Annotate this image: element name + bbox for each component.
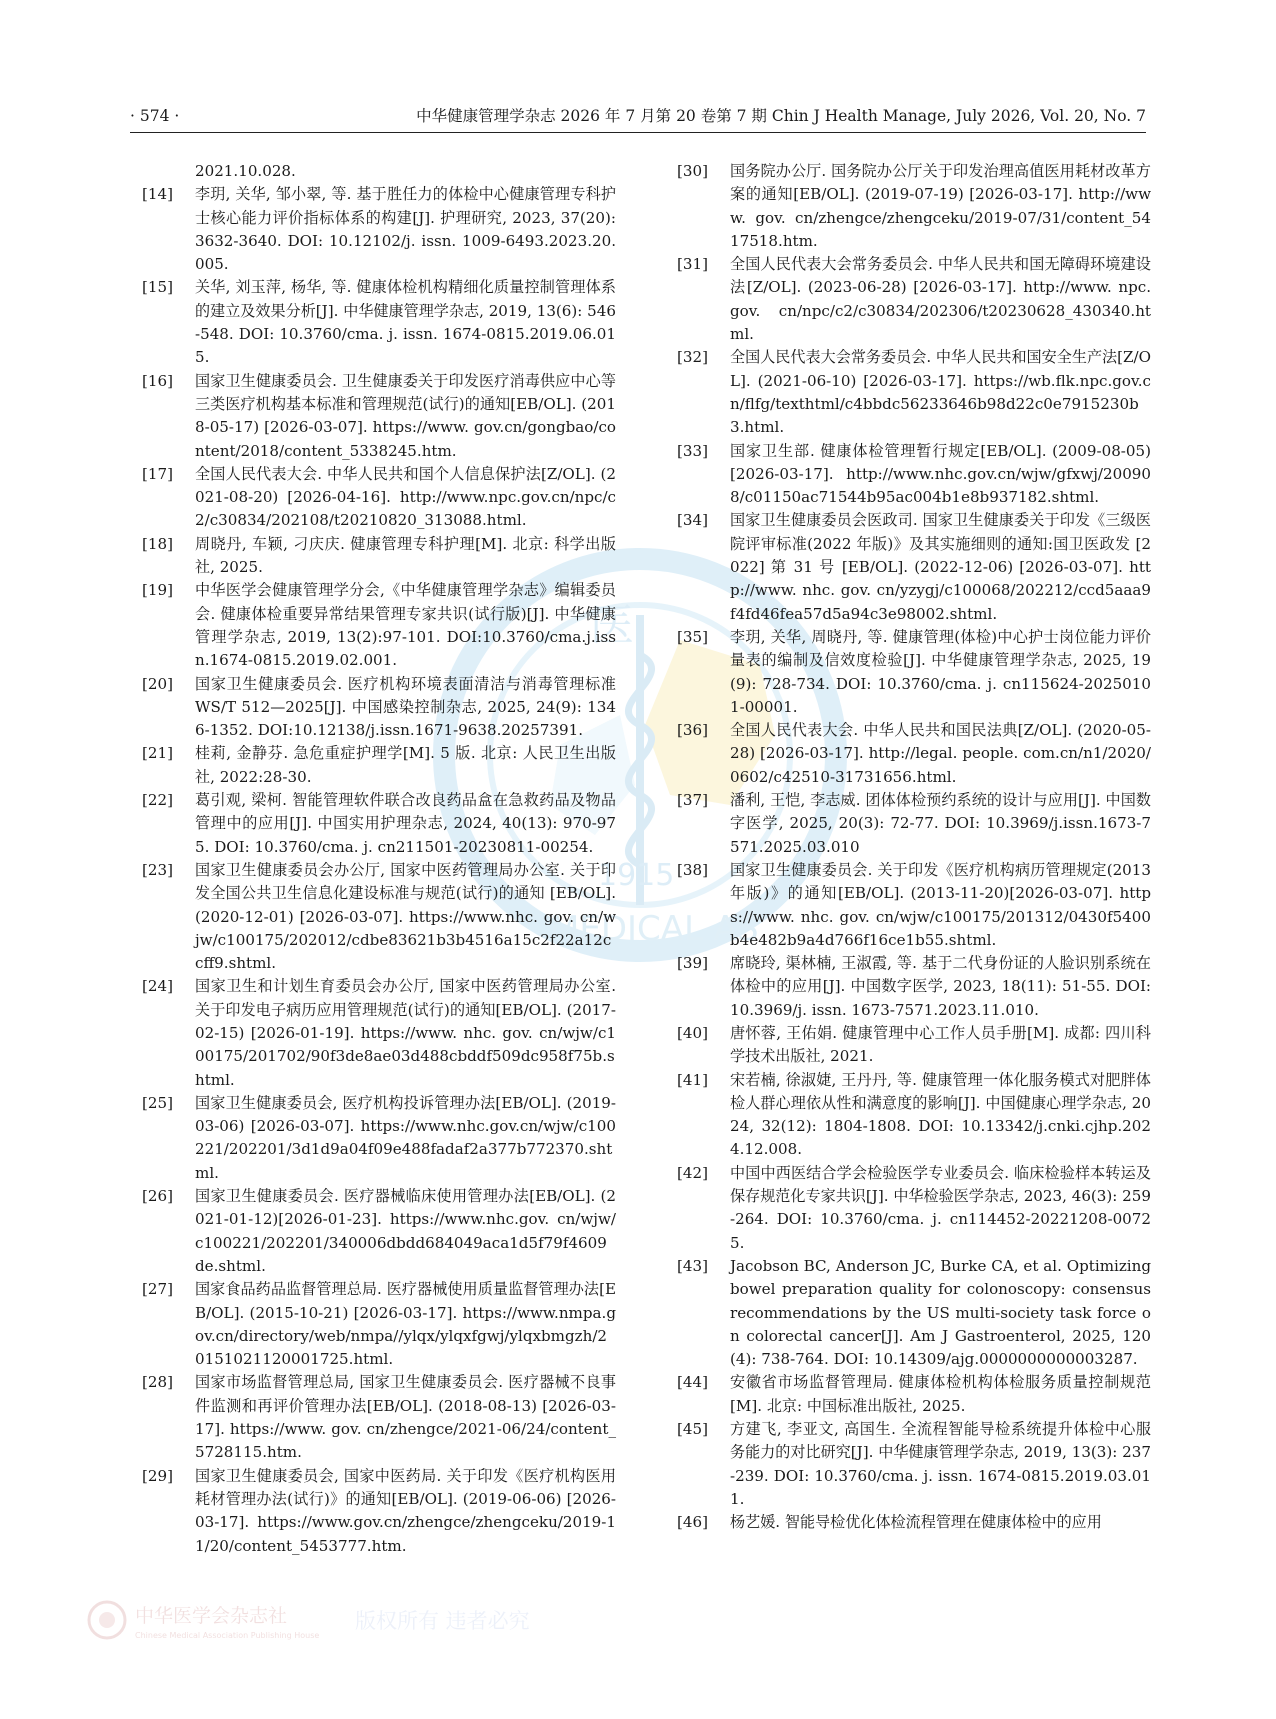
- reference-text: 国家卫生健康委员会, 医疗机构投诉管理办法[EB/OL]. (2019-03-06) [2026-03-07]. https://www.nhc.gov.cn/wjw/c100221/202201/3d1d9a04f09e488fadaf2a377b772370.shtml.: [195, 1093, 616, 1182]
- reference-item: [675, 1162, 1151, 1255]
- reference-item: [675, 1371, 1151, 1418]
- reference-text: 国家卫生健康委员会. 关于印发《医疗机构病历管理规定(2013 年版)》的通知[EB/OL]. (2013-11-20)[2026-03-07]. https://www. nhc. gov. cn/wjw/c100175/201312/0430f5400b4e482b9a4d766f16ce1b55.shtml.: [730, 860, 1151, 949]
- reference-item: [140, 183, 616, 276]
- reference-item: [675, 160, 1151, 253]
- reference-item: [675, 1418, 1151, 1511]
- reference-text: 国家卫生和计划生育委员会办公厅, 国家中医药管理局办公室. 关于印发电子病历应用管理规范(试行)的通知[EB/OL]. (2017-02-15) [2026-01-19]. https://www. nhc. gov. cn/wjw/c100175/201702/90f3de8ae03d488cbddf509dc958f75b.shtml.: [195, 977, 616, 1089]
- reference-item: [675, 509, 1151, 625]
- reference-item: [140, 579, 616, 672]
- reference-number: [14]: [142, 185, 173, 204]
- reference-number: [17]: [142, 464, 173, 483]
- reference-text: 关华, 刘玉萍, 杨华, 等. 健康体检机构精细化质量控制管理体系的建立及效果分析[J]. 中华健康管理学杂志, 2019, 13(6): 546-548. DOI: 10.3760/cma. j. issn. 1674-0815.2019.06.015.: [195, 278, 616, 367]
- reference-item: [140, 1185, 616, 1278]
- reference-number: [39]: [677, 954, 708, 973]
- reference-number: [19]: [142, 581, 173, 600]
- reference-item: [140, 463, 616, 533]
- reference-number: [30]: [677, 162, 708, 180]
- reference-number: [24]: [142, 977, 173, 996]
- reference-text: 国家卫生部. 健康体检管理暂行规定[EB/OL]. (2009-08-05)[2026-03-17]. http://www.nhc.gov.cn/wjw/gfxwj/200908/c01150ac71544b95ac004b1e8b937182.shtml.: [730, 441, 1151, 507]
- reference-item: [140, 975, 616, 1091]
- reference-item: [675, 1255, 1151, 1371]
- reference-list-right: [675, 160, 1151, 1535]
- reference-text: 唐怀蓉, 王佑娟. 健康管理中心工作人员手册[M]. 成都: 四川科学技术出版社, 2021.: [730, 1023, 1151, 1066]
- watermark-arc-text: MEDICAL AS: [550, 909, 759, 949]
- reference-text: 席晓玲, 渠林楠, 王淑霞, 等. 基于二代身份证的人脸识别系统在体检中的应用[J]. 中国数字医学, 2023, 18(11): 51-55. DOI: 10.3969/j. issn. 1673-7571.2023.11.010.: [730, 954, 1151, 1019]
- page-header: [130, 106, 1146, 133]
- reference-item: [140, 1278, 616, 1371]
- reference-item: [140, 789, 616, 859]
- reference-text: 葛引观, 梁柯. 智能管理软件联合改良药品盒在急救药品及物品管理中的应用[J]. 中国实用护理杂志, 2024, 40(13): 970-975. DOI: 10.3760/cma. j. cn211501-20230811-00254.: [195, 791, 616, 856]
- watermark-top-char: 医: [590, 600, 634, 651]
- reference-text: 桂莉, 金静芬. 急危重症护理学[M]. 5 版. 北京: 人民卫生出版社, 2022:28-30.: [195, 744, 616, 786]
- reference-text: 国家食品药品监督管理总局. 医疗器械使用质量监督管理办法[EB/OL]. (2015-10-21) [2026-03-17]. https://www.nmpa.gov.cn/directory/web/nmpa//ylqx/ylqxfgwj/ylqxbmgzh/20151021120001725.html.: [195, 1280, 616, 1369]
- reference-number: [45]: [677, 1420, 708, 1439]
- reference-number: [32]: [677, 348, 708, 367]
- reference-number: [16]: [142, 371, 173, 390]
- reference-number: [33]: [677, 441, 708, 460]
- reference-item: [675, 346, 1151, 439]
- reference-item: [140, 742, 616, 789]
- reference-text: 周晓丹, 车颖, 刁庆庆. 健康管理专科护理[M]. 北京: 科学出版社, 2025.: [195, 534, 616, 577]
- reference-item: [140, 276, 616, 369]
- reference-number: [43]: [677, 1256, 708, 1275]
- reference-item: [675, 253, 1151, 346]
- reference-list-left: [140, 160, 616, 1558]
- copyright-slogan: 版权所有 违者必究: [355, 1609, 530, 1633]
- reference-item: [140, 1092, 616, 1185]
- reference-item: [140, 1371, 616, 1464]
- reference-text: 国家市场监督管理总局, 国家卫生健康委员会. 医疗器械不良事件监测和再评价管理办法[EB/OL]. (2018-08-13) [2026-03-17]. https://www. gov. cn/zhengce/2021-06/24/content_5728115.htm.: [195, 1373, 616, 1462]
- reference-text: 全国人民代表大会. 中华人民共和国个人信息保护法[Z/OL]. (2021-08-20) [2026-04-16]. http://www.npc.gov.cn/npc/c2/c30834/202108/t20210820_313088.html.: [195, 464, 616, 530]
- reference-text: 安徽省市场监督管理局. 健康体检机构体检服务质量控制规范[M]. 北京: 中国标准出版社, 2025.: [730, 1373, 1151, 1415]
- reference-item: [140, 370, 616, 463]
- publisher-name-cn: 中华医学会杂志社: [135, 1605, 288, 1627]
- reference-number: [18]: [142, 534, 173, 553]
- reference-item: [675, 1022, 1151, 1069]
- reference-number: [20]: [142, 674, 173, 693]
- reference-text: 杨艺媛. 智能导检优化体检流程管理在健康体检中的应用: [730, 1513, 1102, 1532]
- reference-text: 李玥, 关华, 邹小翠, 等. 基于胜任力的体检中心健康管理专科护士核心能力评价指标体系的构建[J]. 护理研究, 2023, 37(20): 3632-3640. DOI: 10.12102/j. issn. 1009-6493.2023.20.005.: [195, 185, 616, 274]
- reference-text: 国家卫生健康委员会办公厅, 国家中医药管理局办公室. 关于印发全国公共卫生信息化建设标准与规范(试行)的通知 [EB/OL]. (2020-12-01) [2026-03-07]. https://www.nhc. gov. cn/wjw/c100175/202012/cdbe83621b3b4516a15c2f22a12ccff9.shtml.: [195, 860, 616, 973]
- reference-text: 宋若楠, 徐淑婕, 王丹丹, 等. 健康管理一体化服务模式对肥胖体检人群心理依从性和满意度的影响[J]. 中国健康心理学杂志, 2024, 32(12): 1804-1808. DOI: 10.13342/j.cnki.cjhp.2024.12.008.: [730, 1070, 1151, 1159]
- reference-text: 国家卫生健康委员会. 卫生健康委关于印发医疗消毒供应中心等三类医疗机构基本标准和管理规范(试行)的通知[EB/OL]. (2018-05-17) [2026-03-07]. https://www. gov.cn/gongbao/content/2018/content_5338245.htm.: [195, 371, 616, 460]
- reference-number: [27]: [142, 1280, 173, 1299]
- reference-number: [40]: [677, 1023, 708, 1042]
- reference-number: [28]: [142, 1373, 173, 1392]
- reference-number: [22]: [142, 791, 173, 810]
- reference-number: [25]: [142, 1093, 173, 1112]
- reference-text: 中国中西医结合学会检验医学专业委员会. 临床检验样本转运及保存规范化专家共识[J]. 中华检验医学杂志, 2023, 46(3): 259-264. DOI: 10.3760/cma. j. cn114452-20221208-00725.: [730, 1163, 1151, 1252]
- reference-text: Jacobson BC, Anderson JC, Burke CA, et al. Optimizing bowel preparation quality for colonoscopy: consensus recommendations by the US multi-society task force on colorectal cancer[J]. Am J Gastroenterol, 2025, 120(4): 738-764. DOI: 10.14309/ajg.0000000000003287.: [730, 1256, 1151, 1369]
- reference-item: [140, 859, 616, 975]
- reference-text: 全国人民代表大会常务委员会. 中华人民共和国无障碍环境建设法[Z/OL]. (2023-06-28) [2026-03-17]. http://www. npc. gov. cn/npc/c2/c30834/202306/t20230628_430340.html.: [730, 255, 1151, 344]
- reference-text: 国家卫生健康委员会. 医疗机构环境表面清洁与消毒管理标准 WS/T 512—2025[J]. 中国感染控制杂志, 2025, 24(9): 1346-1352. DOI:10.12138/j.issn.1671-9638.20257391.: [195, 674, 616, 740]
- reference-item: [675, 859, 1151, 952]
- reference-text: 国家卫生健康委员会, 国家中医药局. 关于印发《医疗机构医用耗材管理办法(试行)》的通知[EB/OL]. (2019-06-06) [2026-03-17]. https://www.gov.cn/zhengce/zhengceku/2019-11/20/content_5453777.htm.: [195, 1466, 616, 1555]
- reference-number: [35]: [677, 627, 708, 646]
- reference-number: [34]: [677, 511, 708, 530]
- reference-item: [140, 160, 616, 183]
- reference-item: [675, 440, 1151, 510]
- reference-number: [44]: [677, 1373, 708, 1392]
- reference-item: [675, 1069, 1151, 1162]
- reference-item: [140, 673, 616, 743]
- publisher-watermark-logo: [85, 1598, 555, 1642]
- reference-number: [46]: [677, 1513, 708, 1532]
- reference-number: [38]: [677, 860, 708, 879]
- reference-item: [675, 952, 1151, 1022]
- page-number: · 574 ·: [130, 107, 180, 125]
- reference-text: 全国人民代表大会常务委员会. 中华人民共和国安全生产法[Z/OL]. (2021-06-10) [2026-03-17]. https://wb.flk.npc.gov.cn/flfg/texthtml/c4bbdc56233646b98d22c0e7915230b3.html.: [730, 348, 1151, 437]
- publisher-name-en: Chinese Medical Association Publishing House: [135, 1631, 320, 1640]
- running-title: 中华健康管理学杂志 2026 年 7 月第 20 卷第 7 期 Chin J Health Manage, July 2026, Vol. 20, No. 7: [416, 107, 1146, 125]
- reference-number: [42]: [677, 1163, 708, 1182]
- watermark-year: 1915: [598, 858, 675, 893]
- reference-text: 2021.10.028.: [195, 162, 296, 180]
- reference-number: [37]: [677, 791, 708, 810]
- reference-number: [21]: [142, 744, 173, 763]
- reference-number: [31]: [677, 255, 708, 274]
- reference-number: [23]: [142, 860, 173, 879]
- reference-item: [675, 626, 1151, 719]
- reference-text: 方建飞, 李亚文, 高国生. 全流程智能导检系统提升体检中心服务能力的对比研究[J]. 中华健康管理学杂志, 2019, 13(3): 237-239. DOI: 10.3760/cma. j. issn. 1674-0815.2019.03.011.: [730, 1420, 1151, 1508]
- reference-item: [675, 1511, 1151, 1534]
- reference-text: 国务院办公厅. 国务院办公厅关于印发治理高值医用耗材改革方案的通知[EB/OL]. (2019-07-19) [2026-03-17]. http://www. gov. cn/zhengce/zhengceku/2019-07/31/content_5417518.htm.: [730, 162, 1151, 250]
- reference-text: 国家卫生健康委员会医政司. 国家卫生健康委关于印发《三级医院评审标准(2022 年版)》及其实施细则的通知:国卫医政发 [2022] 第 31 号 [EB/OL]. (2022-12-06) [2026-03-07]. http://www. nhc. gov. cn/yzygj/c100068/202212/ccd5aaa9f4fd46fea57d5a94c3e98002.shtml.: [730, 511, 1151, 623]
- reference-number: [41]: [677, 1070, 708, 1089]
- reference-number: [36]: [677, 721, 708, 740]
- reference-item: [675, 789, 1151, 859]
- reference-text: 中华医学会健康管理学分会,《中华健康管理学杂志》编辑委员会. 健康体检重要异常结果管理专家共识(试行版)[J]. 中华健康管理学杂志, 2019, 13(2):97-101. DOI:10.3760/cma.j.issn.1674-0815.2019.02.001.: [195, 581, 616, 670]
- reference-item: [140, 1465, 616, 1558]
- reference-number: [15]: [142, 278, 173, 297]
- reference-number: [26]: [142, 1187, 173, 1206]
- reference-text: 潘利, 王恺, 李志威. 团体体检预约系统的设计与应用[J]. 中国数字医学, 2025, 20(3): 72-77. DOI: 10.3969/j.issn.1673-7571.2025.03.010: [730, 791, 1151, 856]
- reference-item: [675, 719, 1151, 789]
- reference-text: 国家卫生健康委员会. 医疗器械临床使用管理办法[EB/OL]. (2021-01-12)[2026-01-23]. https://www.nhc.gov. cn/wjw/c100221/202201/340006dbdd684049aca1d5f79f4609de.shtml.: [195, 1187, 616, 1275]
- reference-item: [140, 533, 616, 580]
- reference-number: [29]: [142, 1466, 173, 1485]
- reference-text: 全国人民代表大会. 中华人民共和国民法典[Z/OL]. (2020-05-28) [2026-03-17]. http://legal. people. com.cn/n1/2020/0602/c42510-31731656.html.: [730, 721, 1151, 786]
- reference-text: 李玥, 关华, 周晓丹, 等. 健康管理(体检)中心护士岗位能力评价量表的编制及信效度检验[J]. 中华健康管理学杂志, 2025, 19(9): 728-734. DOI: 10.3760/cma. j. cn115624-20250101-00001.: [730, 627, 1151, 716]
